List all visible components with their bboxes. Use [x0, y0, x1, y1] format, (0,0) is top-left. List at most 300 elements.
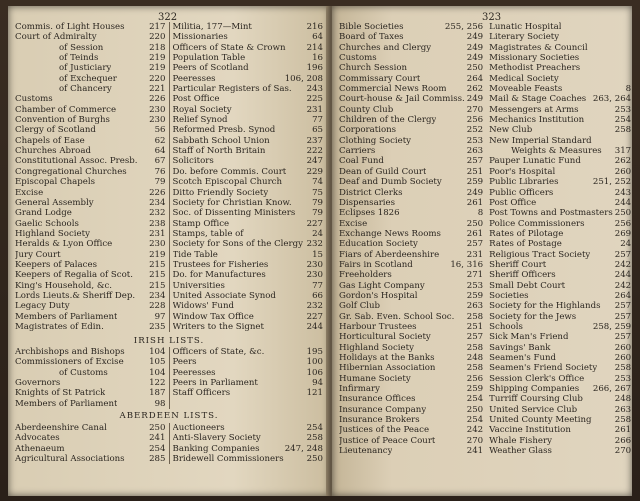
entry-title: Seamen's Fund	[489, 353, 557, 363]
index-entry	[173, 125, 324, 135]
index-entry	[173, 433, 324, 443]
entry-title: Reformed Presb. Synod	[172, 125, 276, 136]
index-entry	[173, 136, 324, 146]
entry-page-ref: 263	[466, 146, 484, 157]
entry-title: Officers of State, &c.	[172, 347, 265, 357]
index-entry	[339, 32, 483, 42]
entry-page-ref: 244	[614, 197, 632, 208]
index-entry	[173, 84, 324, 94]
index-entry	[339, 219, 483, 229]
entry-title: Golf Club	[339, 301, 381, 312]
entry-title: Population Table	[172, 53, 246, 64]
entry-page-ref: 104	[149, 347, 166, 357]
index-entry	[173, 115, 324, 125]
index-entry	[339, 22, 483, 32]
entry-title: Pauper Lunatic Fund	[489, 156, 581, 167]
entry-title: Corporations	[339, 125, 397, 136]
index-entry	[489, 394, 631, 404]
entry-title: Commercial News Room	[339, 84, 447, 95]
entry-title: Auctioneers	[172, 423, 225, 433]
entry-title: Insurance Company	[339, 404, 427, 415]
entry-page-ref: 247, 248	[284, 443, 323, 454]
entry-title: Dean of Guild Court	[339, 166, 427, 177]
entry-page-ref: 258	[306, 433, 323, 444]
entry-title: Turriff Coursing Club	[489, 394, 583, 405]
entry-title: Freeholders	[339, 270, 392, 281]
entry-page-ref: 219	[149, 249, 166, 260]
entry-page-ref: 262	[466, 84, 484, 95]
entry-page-ref: 230	[149, 104, 166, 115]
entry-title: Members of Parliament	[15, 398, 118, 409]
entry-page-ref: 232	[306, 301, 323, 312]
entry-title: Churches and Clergy	[339, 42, 432, 53]
entry-page-ref: 16, 316	[450, 259, 484, 270]
entry-page-ref: 220	[149, 32, 166, 43]
left-page	[8, 6, 330, 496]
entry-title: Gas Light Company	[339, 280, 425, 291]
index-entry	[15, 188, 166, 198]
entry-page-ref: 234	[149, 197, 166, 208]
index-entry	[15, 219, 166, 229]
entry-page-ref: 251, 252	[592, 177, 632, 188]
index-entry	[173, 43, 324, 53]
entry-page-ref: 231	[149, 228, 166, 239]
index-entry	[15, 270, 166, 280]
index-entry	[173, 63, 324, 73]
entry-title: Excise	[339, 218, 368, 229]
entry-page-ref: 94	[312, 378, 323, 389]
entry-page-ref: 264	[466, 73, 484, 84]
entry-page-ref: 253	[614, 104, 632, 115]
index-entry	[339, 322, 483, 332]
index-entry	[15, 312, 166, 322]
entry-title: Hibernian Association	[339, 363, 436, 374]
entry-title: Clothing Society	[339, 135, 412, 146]
index-entry	[15, 32, 166, 42]
entry-title: Medical Society	[489, 73, 559, 84]
index-entry	[173, 250, 324, 260]
entry-page-ref: 105	[149, 357, 166, 368]
index-entry	[339, 270, 483, 280]
index-entry	[489, 291, 631, 301]
entry-title: Peers	[172, 357, 197, 368]
index-entry	[339, 229, 483, 239]
entry-title: Moveable Feasts	[489, 84, 563, 95]
entry-title: Gr. Sab. Even. School Soc.	[339, 311, 455, 322]
index-column	[486, 22, 632, 456]
entry-page-ref: 260	[614, 342, 632, 353]
entry-page-ref: 187	[149, 388, 166, 399]
entry-title: Commis. of Light Houses	[15, 22, 125, 32]
entry-page-ref: 260	[614, 166, 632, 177]
entry-page-ref: 244	[614, 270, 632, 281]
entry-title: Convention of Burghs	[15, 115, 110, 126]
section-heading: ABERDEEN LISTS.	[119, 411, 219, 421]
entry-page-ref: 269	[614, 228, 632, 239]
entry-title: Congregational Churches	[15, 166, 127, 177]
entry-title: Rates of Pilotage	[489, 228, 564, 239]
entry-page-ref: 259	[466, 290, 484, 301]
index-entry	[339, 84, 483, 94]
entry-page-ref: 220	[149, 73, 166, 84]
index-column	[170, 22, 327, 332]
entry-title: Window Tax Office	[172, 311, 254, 322]
entry-title: Commissioners of Excise	[15, 357, 124, 368]
index-entry	[15, 84, 166, 94]
entry-page-ref: 271	[466, 270, 484, 281]
entry-page-ref: 231	[466, 249, 484, 260]
entry-title: Savings' Bank	[489, 342, 551, 353]
entry-title: Knights of St Patrick	[15, 388, 106, 399]
index-entry	[489, 425, 631, 435]
index-column	[12, 22, 170, 332]
entry-page-ref: 256	[466, 373, 484, 384]
entry-page-ref: 257	[614, 332, 632, 343]
index-entry	[489, 43, 631, 53]
index-entry	[489, 322, 631, 332]
entry-page-ref	[629, 43, 631, 53]
entry-page-ref: 248	[614, 394, 632, 405]
entry-page-ref: 256	[614, 218, 632, 229]
entry-page-ref	[629, 63, 631, 73]
entry-title: of Chancery	[59, 84, 112, 95]
index-entry	[173, 74, 324, 84]
index-entry	[489, 229, 631, 239]
entry-page-ref: 226	[149, 187, 166, 198]
index-entry	[339, 74, 483, 84]
entry-page-ref: 257	[466, 239, 484, 250]
index-entry	[173, 301, 324, 311]
index-columns	[12, 22, 326, 332]
index-column	[170, 423, 327, 464]
entry-title: Excise	[15, 187, 44, 198]
entry-page-ref: 259	[466, 177, 484, 188]
entry-title: Grand Lodge	[15, 208, 72, 219]
entry-page-ref: 238	[149, 218, 166, 229]
entry-page-ref: 230	[149, 115, 166, 126]
index-entry	[339, 198, 483, 208]
entry-page-ref: 66	[312, 290, 323, 301]
index-entry	[489, 177, 631, 187]
index-entry	[15, 250, 166, 260]
index-entry	[489, 156, 631, 166]
entry-page-ref: 254	[614, 115, 632, 126]
entry-title: Episcopal Chapels	[15, 177, 96, 188]
index-entry	[339, 53, 483, 63]
entry-title: Clergy of Scotland	[15, 125, 96, 136]
index-entry	[339, 312, 483, 322]
index-entry	[173, 198, 324, 208]
index-entry	[339, 446, 483, 456]
entry-title: Dispensaries	[339, 197, 396, 208]
entry-title: Missionaries	[172, 32, 228, 43]
index-entry	[173, 94, 324, 104]
entry-title: Peeresses	[172, 367, 216, 378]
entry-page-ref: 241	[466, 446, 484, 457]
index-entry	[489, 343, 631, 353]
index-entry	[489, 363, 631, 373]
entry-page-ref: 195	[306, 347, 323, 357]
entry-title: Relief Synod	[172, 115, 228, 126]
entry-title: Vaccine Institution	[489, 425, 571, 436]
entry-page-ref: 232	[306, 239, 323, 250]
index-entry	[489, 384, 631, 394]
entry-page-ref: 76	[154, 166, 166, 177]
entry-page-ref: 62	[154, 135, 166, 146]
entry-title: Fiars of Aberdeenshire	[339, 249, 440, 260]
entry-page-ref: 232	[149, 208, 166, 219]
entry-title: Writers to the Signet	[172, 321, 264, 332]
entry-page-ref: 77	[312, 280, 323, 291]
index-entry	[173, 208, 324, 218]
entry-title: Jury Court	[15, 249, 61, 260]
entry-page-ref: 249	[466, 42, 484, 53]
entry-page-ref: 8	[477, 208, 484, 219]
entry-title: Stamps, table of	[172, 228, 244, 239]
entry-page-ref: 285	[149, 454, 166, 465]
index-entry	[339, 167, 483, 177]
index-entry	[15, 74, 166, 84]
entry-title: Education Society	[339, 239, 418, 250]
entry-title: County Club	[339, 104, 394, 115]
entry-title: of Justiciary	[59, 63, 112, 74]
entry-title: Militia, 177—Mint	[172, 22, 252, 32]
entry-title: Ditto Friendly Society	[172, 187, 269, 198]
index-entry	[489, 188, 631, 198]
entry-title: Seamen's Friend Society	[489, 363, 598, 374]
index-entry	[489, 239, 631, 249]
index-entry	[339, 156, 483, 166]
entry-page-ref: 56	[154, 125, 166, 136]
index-entry	[173, 270, 324, 280]
entry-page-ref: 257	[614, 301, 632, 312]
entry-page-ref: 244	[306, 321, 323, 332]
entry-title: Customs	[339, 53, 377, 64]
entry-title: General Assembly	[15, 197, 94, 208]
entry-title: Harbour Trustees	[339, 321, 417, 332]
index-entry	[15, 423, 166, 433]
irish-list-columns	[12, 347, 326, 409]
index-entry	[489, 94, 631, 104]
entry-page-ref: 249	[466, 187, 484, 198]
entry-page-ref: 249	[466, 53, 484, 64]
index-entry	[173, 444, 324, 454]
index-entry	[339, 63, 483, 73]
entry-page-ref: 257	[614, 249, 632, 260]
entry-page-ref: 222	[306, 146, 323, 157]
entry-title: Board of Taxes	[339, 32, 404, 43]
index-column	[336, 22, 486, 456]
entry-title: Mechanics Institution	[489, 115, 585, 126]
entry-page-ref: 250	[466, 63, 484, 74]
entry-title: Children of the Clergy	[339, 115, 437, 126]
index-entry	[15, 167, 166, 177]
entry-page-ref: 254	[306, 423, 323, 433]
index-entry	[15, 105, 166, 115]
index-entry	[15, 357, 166, 367]
entry-page-ref: 270	[466, 435, 484, 446]
index-columns	[336, 22, 632, 457]
index-entry	[173, 239, 324, 249]
entry-title: Do. before Commis. Court	[172, 166, 287, 177]
index-entry	[339, 353, 483, 363]
index-entry	[339, 146, 483, 156]
index-entry	[173, 347, 324, 357]
index-entry	[489, 415, 631, 425]
index-entry	[173, 32, 324, 42]
entry-page-ref: 261	[466, 197, 484, 208]
index-entry	[15, 444, 166, 454]
index-entry	[15, 177, 166, 187]
entry-page-ref: 226	[149, 94, 166, 105]
entry-title: New Imperial Standard	[489, 135, 592, 146]
entry-page-ref: 241	[149, 433, 166, 444]
entry-title: Society for the Jews	[489, 311, 577, 322]
entry-page-ref	[629, 136, 631, 146]
entry-title: Shipping Companies	[489, 384, 580, 395]
index-entry	[15, 125, 166, 135]
index-entry	[339, 260, 483, 270]
index-entry	[339, 105, 483, 115]
entry-title: Anti-Slavery Society	[172, 433, 261, 444]
index-column	[170, 347, 327, 409]
entry-page-ref: 258	[614, 125, 632, 136]
entry-page-ref: 219	[149, 63, 166, 74]
entry-title: Society for Christian Know.	[172, 197, 292, 208]
entry-title: Justice of Peace Court	[339, 435, 436, 446]
index-entry	[15, 43, 166, 53]
entry-title: Church Session	[339, 63, 408, 74]
index-entry	[489, 446, 631, 456]
entry-title: Peers of Scotland	[172, 63, 249, 74]
entry-page-ref: 266, 267	[592, 384, 632, 395]
entry-page-ref: 64	[154, 146, 166, 157]
index-entry	[15, 388, 166, 398]
index-entry	[15, 94, 166, 104]
index-entry	[15, 229, 166, 239]
entry-page-ref: 250	[466, 218, 484, 229]
index-column	[12, 347, 170, 409]
entry-title: Holidays at the Banks	[339, 353, 435, 363]
entry-page-ref: 75	[312, 187, 323, 198]
entry-title: Insurance Offices	[339, 394, 416, 405]
entry-page-ref: 270	[614, 446, 632, 457]
entry-title: Session Clerk's Office	[489, 373, 585, 384]
index-entry	[489, 219, 631, 229]
entry-page-ref: 214	[306, 42, 323, 53]
entry-title: Methodist Preachers	[489, 63, 581, 74]
entry-page-ref: 227	[306, 218, 323, 229]
entry-page-ref: 196	[306, 63, 323, 74]
index-entry	[339, 188, 483, 198]
index-entry	[339, 425, 483, 435]
entry-title: Legacy Duty	[15, 301, 70, 312]
entry-page-ref: 229	[306, 166, 323, 177]
index-entry	[339, 384, 483, 394]
entry-title: Constitutional Assoc. Presb.	[15, 156, 138, 167]
index-entry	[489, 332, 631, 342]
entry-page-ref: 215	[149, 259, 166, 270]
entry-page-ref: 106, 208	[284, 73, 323, 84]
entry-title: Horticultural Society	[339, 332, 431, 343]
entry-page-ref: 258	[614, 363, 632, 374]
aberdeen-list-columns	[12, 423, 326, 464]
index-entry	[339, 343, 483, 353]
entry-page-ref: 250	[306, 454, 323, 465]
entry-page-ref: 218	[149, 42, 166, 53]
entry-page-ref: 257	[466, 332, 484, 343]
entry-page-ref: 242	[614, 259, 632, 270]
index-entry	[489, 32, 631, 42]
entry-title: United Associate Synod	[172, 290, 276, 301]
index-entry	[173, 368, 324, 378]
entry-page-ref: 225	[306, 94, 323, 105]
entry-title: Magistrates & Council	[489, 42, 588, 53]
entry-page-ref: 257	[466, 156, 484, 167]
entry-title: Staff of North Britain	[172, 146, 266, 157]
entry-title: Rates of Postage	[489, 239, 562, 250]
entry-title: Small Debt Court	[489, 280, 566, 291]
index-entry	[173, 167, 324, 177]
entry-title: Gaelic Schools	[15, 218, 79, 229]
entry-page-ref: 258	[466, 311, 484, 322]
index-entry	[15, 291, 166, 301]
index-entry	[339, 136, 483, 146]
entry-title: Exchange News Rooms	[339, 228, 441, 239]
entry-page-ref: 253	[466, 280, 484, 291]
entry-page-ref: 242	[466, 425, 484, 436]
entry-title: Highland Society	[15, 228, 90, 239]
entry-title: Societies	[489, 290, 529, 301]
entry-page-ref: 215	[149, 270, 166, 281]
entry-page-ref: 215	[149, 280, 166, 291]
entry-page-ref: 67	[154, 156, 166, 167]
entry-page-ref: 259	[466, 384, 484, 395]
entry-page-ref: 15	[312, 249, 323, 260]
entry-page-ref	[629, 22, 631, 32]
index-entry	[339, 239, 483, 249]
entry-title: Poor's Hospital	[489, 166, 556, 177]
index-entry	[173, 177, 324, 187]
entry-title: of Teinds	[59, 53, 99, 64]
index-entry	[15, 146, 166, 156]
entry-title: Governors	[15, 378, 61, 389]
entry-page-ref: 230	[306, 259, 323, 270]
index-entry	[489, 53, 631, 63]
entry-page-ref: 122	[149, 378, 166, 389]
index-entry	[173, 188, 324, 198]
entry-title: Aberdeenshire Canal	[15, 423, 107, 433]
entry-title: United Service Club	[489, 404, 578, 415]
index-entry	[489, 436, 631, 446]
entry-title: Universities	[172, 280, 225, 291]
entry-title: Bridewell Commissioners	[172, 454, 284, 465]
entry-title: Sheriff Court	[489, 259, 547, 270]
index-entry	[173, 357, 324, 367]
entry-page-ref: 249	[466, 94, 484, 105]
entry-page-ref: 228	[149, 301, 166, 312]
entry-title: King's Household, &c.	[15, 280, 113, 291]
entry-title: Coal Fund	[339, 156, 384, 167]
entry-title: Peers in Parliament	[172, 378, 258, 389]
index-entry	[339, 332, 483, 342]
index-entry	[15, 22, 166, 32]
entry-title: Athenaeum	[15, 443, 65, 454]
index-entry	[489, 374, 631, 384]
entry-title: Customs	[15, 94, 53, 105]
index-entry	[339, 405, 483, 415]
entry-page-ref: 79	[154, 177, 166, 188]
